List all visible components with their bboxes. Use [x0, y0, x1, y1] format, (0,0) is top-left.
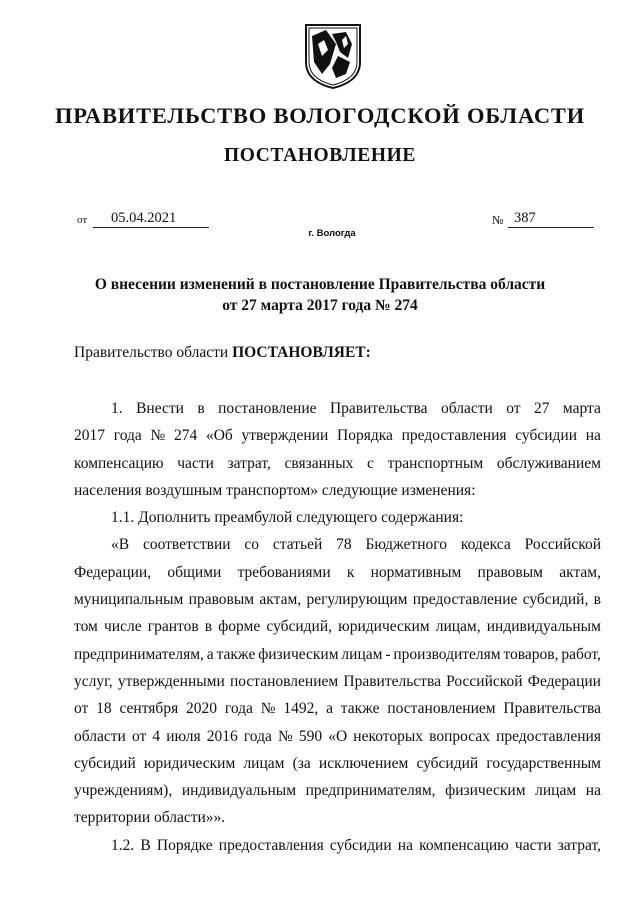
body-word: компенсацию	[419, 836, 509, 854]
body-word: затрат,	[557, 836, 601, 854]
body-line	[74, 641, 601, 668]
body-word: лицам	[341, 645, 383, 663]
body-line	[74, 750, 601, 777]
body-word: нормативным	[370, 563, 462, 581]
body-word: года	[243, 727, 272, 745]
body-word: Федерации,	[74, 563, 152, 581]
body-word: юридическим	[338, 618, 430, 636]
body-word: с	[367, 454, 374, 472]
body-word: 1.2.	[111, 836, 135, 854]
body-word: 2016	[206, 727, 238, 745]
body-word: а	[326, 700, 333, 718]
body-word: государственным	[486, 754, 601, 772]
body-line	[74, 777, 601, 804]
body-line	[74, 559, 601, 586]
body-word: услуг,	[74, 672, 113, 690]
body-word: также	[340, 700, 380, 718]
body-word: 27	[533, 400, 550, 417]
body-word: к	[346, 563, 355, 581]
subject-line-1: О внесении изменений в постановление Правительства области	[94, 276, 546, 293]
body-line-text: 1.1. Дополнить преамбулой следующего содержания:	[111, 509, 464, 527]
body-word: физическим	[258, 645, 339, 663]
body-word: марта	[562, 400, 601, 417]
body-word: производителям	[393, 645, 501, 663]
number-label: №	[492, 213, 504, 227]
body-word: также	[216, 645, 256, 663]
body-word: некоторых	[353, 727, 423, 745]
body-word: со	[244, 536, 260, 554]
body-word: «О	[328, 727, 348, 745]
body-word: Внести	[136, 400, 184, 417]
body-word: постановлением	[229, 672, 339, 690]
body-word: 1492,	[283, 700, 319, 718]
body-word: 2017	[74, 427, 105, 445]
body-word: транспортным	[387, 454, 484, 472]
body-line	[74, 531, 601, 558]
body-word: на	[585, 782, 601, 800]
body-word: форме	[218, 618, 261, 636]
body-word: субсидий	[416, 754, 479, 772]
body-word: кодекса	[460, 536, 511, 554]
body-line	[74, 668, 601, 695]
body-word: физическим	[445, 782, 526, 800]
document-date: 05.04.2021	[93, 209, 209, 228]
body-line	[74, 395, 601, 422]
body-word: утверждении	[241, 427, 329, 445]
body-word: субсидий,	[522, 591, 589, 609]
body-word: -	[385, 645, 391, 663]
body-word: юридическим	[143, 754, 236, 772]
body-word: правовым	[477, 563, 543, 581]
body-word: лицам,	[435, 618, 481, 636]
body-word: предоставления	[401, 427, 507, 445]
date-label: от	[77, 214, 88, 226]
body-word: Порядка	[337, 427, 393, 445]
body-word: актам,	[259, 591, 302, 609]
body-word: на	[397, 836, 413, 854]
body-word: том	[74, 618, 98, 636]
body-word: грантов	[147, 618, 199, 636]
body-word: индивидуальным	[486, 618, 601, 636]
body-word: сентября	[119, 700, 179, 718]
body-word: субсидии	[329, 836, 392, 854]
body-word: от	[74, 700, 89, 718]
body-word: предпринимателям,	[305, 782, 436, 800]
body-word: «В	[111, 536, 130, 554]
body-word: 78	[336, 536, 352, 554]
body-word: исключением	[318, 754, 409, 772]
body-word: лицам	[243, 754, 285, 772]
body-word: статьей	[272, 536, 323, 554]
body-word: муниципальным	[74, 591, 184, 609]
body-word: актам,	[559, 563, 601, 581]
body-word: от	[506, 400, 521, 417]
document-body	[74, 395, 601, 859]
body-word: области	[74, 727, 126, 745]
body-word: соответствии	[142, 536, 231, 554]
city-name: г. Вологда	[308, 228, 356, 239]
body-word: предпринимателям,	[74, 645, 204, 663]
body-word: субсидий	[74, 754, 136, 772]
body-word: утвержденными	[117, 672, 225, 690]
body-word: учреждениям),	[74, 782, 173, 800]
body-word: 274	[174, 427, 198, 445]
body-word: в	[204, 618, 213, 636]
body-word: июля	[166, 727, 201, 745]
body-line-text: населения воздушным транспортом» следующие изменения:	[74, 481, 476, 499]
body-word: товаров,	[503, 645, 559, 663]
body-word: субсидии	[515, 427, 578, 445]
body-word: регулирующим	[306, 591, 408, 609]
body-word: «Об	[205, 427, 233, 445]
body-word: №	[260, 700, 276, 718]
document-number: 387	[508, 209, 594, 228]
body-word: года	[113, 427, 142, 445]
body-word: Бюджетного	[365, 536, 447, 554]
body-word: а	[206, 645, 214, 663]
body-word: года	[224, 700, 253, 718]
preamble-text: Правительство области	[74, 344, 233, 361]
body-word: на	[585, 427, 601, 445]
coat-of-arms-emblem	[302, 22, 364, 90]
body-word: Федерации	[527, 672, 601, 690]
body-word: Российской	[524, 536, 601, 554]
body-word: 18	[96, 700, 112, 718]
body-word: в	[197, 400, 205, 417]
preamble	[74, 344, 371, 362]
body-word: вопросах	[429, 727, 490, 745]
body-word: 590	[298, 727, 323, 745]
body-word: Правительства	[503, 700, 601, 718]
body-word: предоставление	[412, 591, 518, 609]
body-line	[74, 504, 601, 531]
body-word: (за	[292, 754, 311, 772]
subject-line-2: от 27 марта 2017 года № 274	[222, 297, 418, 314]
government-title: ПРАВИТЕЛЬСТВО ВОЛОГОДСКОЙ ОБЛАСТИ	[54, 103, 586, 128]
body-word: правовым	[188, 591, 255, 609]
body-word: субсидий,	[266, 618, 333, 636]
body-word: Порядке	[156, 836, 213, 854]
body-word: компенсацию	[74, 454, 164, 472]
body-line-text: территории области»».	[74, 809, 226, 827]
body-word: общими	[167, 563, 222, 581]
body-word: индивидуальным	[181, 782, 296, 800]
body-word: В	[140, 836, 151, 854]
body-word: лицам	[535, 782, 577, 800]
body-word: постановлением	[387, 700, 496, 718]
body-word: связанных	[284, 454, 354, 472]
body-line	[74, 477, 601, 504]
body-word: работ,	[561, 645, 601, 663]
body-line	[74, 613, 601, 640]
body-word: Российской	[446, 672, 523, 690]
body-word: Правительства	[329, 400, 428, 417]
body-line	[74, 695, 601, 722]
body-word: числе	[103, 618, 142, 636]
body-word: от	[131, 727, 147, 745]
body-line	[74, 450, 601, 477]
body-word: части	[177, 454, 214, 472]
body-line	[74, 422, 601, 449]
body-word: №	[277, 727, 293, 745]
preamble-emphasis: ПОСТАНОВЛЯЕТ:	[232, 344, 371, 361]
body-word: №	[150, 427, 166, 445]
body-line	[74, 586, 601, 613]
body-word: 2020	[186, 700, 218, 718]
body-word: обслуживанием	[496, 454, 601, 472]
body-word: 1.	[111, 400, 123, 417]
body-word: постановление	[218, 400, 317, 417]
body-word: части	[514, 836, 552, 854]
document-subject	[0, 274, 640, 316]
body-line	[74, 832, 601, 859]
body-word: Правительства	[343, 672, 441, 690]
body-word: требованиями	[237, 563, 331, 581]
body-word: области	[440, 400, 493, 417]
body-word: предоставления	[218, 836, 324, 854]
body-line	[74, 723, 601, 750]
body-line	[74, 804, 601, 831]
body-word: 4	[152, 727, 161, 745]
document-type: ПОСТАНОВЛЕНИЕ	[223, 145, 417, 166]
body-word: в	[593, 591, 601, 609]
body-word: предоставления	[496, 727, 601, 745]
body-word: затрат,	[227, 454, 271, 472]
